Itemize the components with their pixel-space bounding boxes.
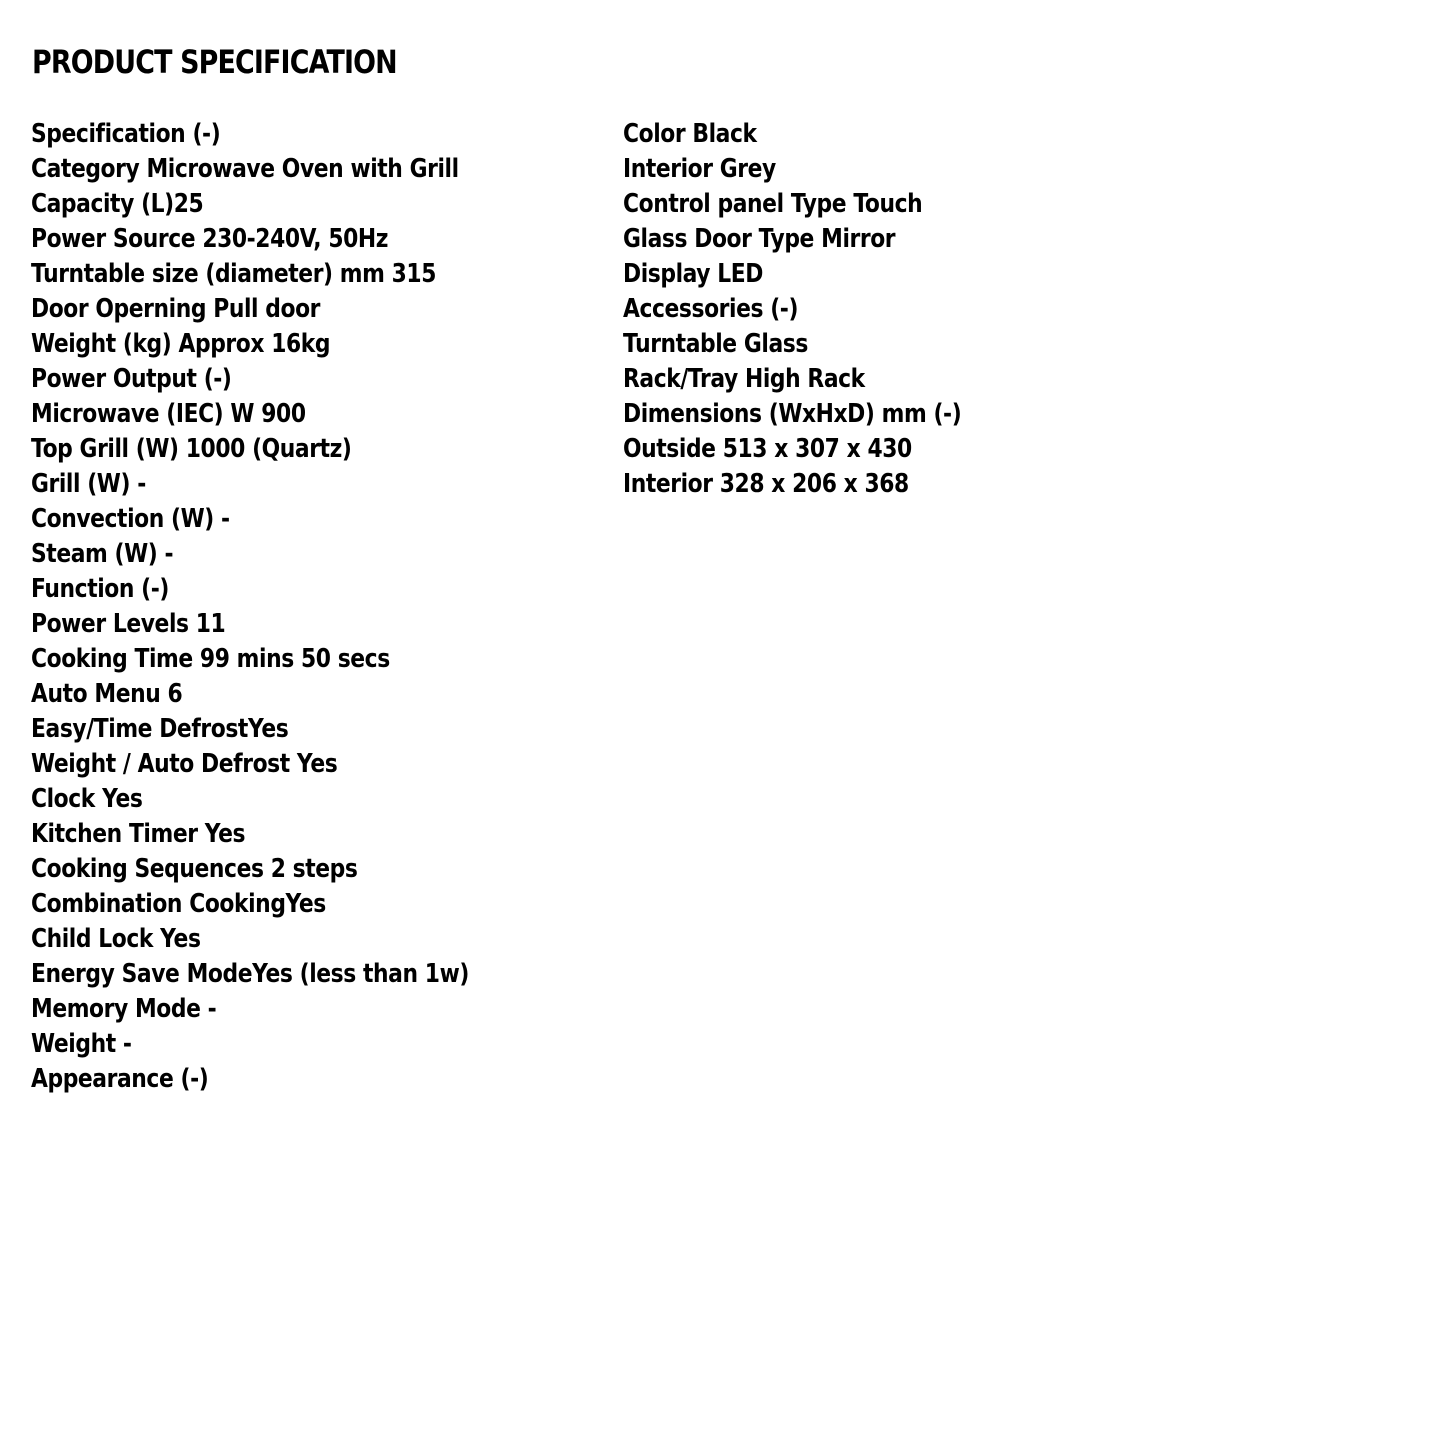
spec-row-accessories: Accessories (-)	[623, 294, 799, 324]
spec-row-power-source: Power Source 230-240V, 50Hz	[31, 224, 389, 254]
spec-row-combination-cooking: Combination CookingYes	[31, 889, 326, 919]
spec-row-cooking-sequences: Cooking Sequences 2 steps	[31, 854, 358, 884]
spec-row-function: Function (-)	[31, 574, 169, 604]
spec-row-specification: Specification (-)	[31, 119, 221, 149]
spec-row-color: Color Black	[623, 119, 757, 149]
spec-row-power-output: Power Output (-)	[31, 364, 232, 394]
spec-row-glass-door-type: Glass Door Type Mirror	[623, 224, 896, 254]
spec-row-capacity: Capacity (L)25	[31, 189, 204, 219]
spec-row-outside-dimensions: Outside 513 x 307 x 430	[623, 434, 912, 464]
spec-row-power-levels: Power Levels 11	[31, 609, 226, 639]
spec-row-energy-save-mode: Energy Save ModeYes (less than 1w)	[31, 959, 469, 989]
spec-row-clock: Clock Yes	[31, 784, 143, 814]
spec-row-weight: Weight -	[31, 1029, 132, 1059]
spec-row-rack-tray: Rack/Tray High Rack	[623, 364, 865, 394]
page-title: PRODUCT SPECIFICATION	[32, 43, 397, 81]
spec-row-display: Display LED	[623, 259, 763, 289]
spec-row-convection: Convection (W) -	[31, 504, 230, 534]
spec-row-weight-auto-defrost: Weight / Auto Defrost Yes	[31, 749, 338, 779]
spec-list-right	[623, 117, 1026, 502]
spec-row-kitchen-timer: Kitchen Timer Yes	[31, 819, 246, 849]
spec-row-grill: Grill (W) -	[31, 469, 146, 499]
spec-row-dimensions: Dimensions (WxHxD) mm (-)	[623, 399, 962, 429]
spec-row-turntable: Turntable Glass	[623, 329, 808, 359]
spec-row-category: Category Microwave Oven with Grill	[31, 154, 459, 184]
spec-row-easy-time-defrost: Easy/Time DefrostYes	[31, 714, 289, 744]
spec-row-appearance: Appearance (-)	[31, 1064, 209, 1094]
spec-row-interior-color: Interior Grey	[623, 154, 776, 184]
spec-row-microwave-iec: Microwave (IEC) W 900	[31, 399, 306, 429]
spec-row-memory-mode: Memory Mode -	[31, 994, 217, 1024]
spec-row-auto-menu: Auto Menu 6	[31, 679, 183, 709]
spec-row-interior-dimensions: Interior 328 x 206 x 368	[623, 469, 909, 499]
spec-row-cooking-time: Cooking Time 99 mins 50 secs	[31, 644, 390, 674]
spec-row-control-panel-type: Control panel Type Touch	[623, 189, 923, 219]
spec-row-child-lock: Child Lock Yes	[31, 924, 201, 954]
spec-row-turntable-size: Turntable size (diameter) mm 315	[31, 259, 436, 289]
spec-row-top-grill: Top Grill (W) 1000 (Quartz)	[31, 434, 352, 464]
spec-row-door-opening: Door Operning Pull door	[31, 294, 320, 324]
spec-list-left	[31, 117, 552, 1097]
spec-row-steam: Steam (W) -	[31, 539, 174, 569]
spec-row-weight-kg: Weight (kg) Approx 16kg	[31, 329, 331, 359]
